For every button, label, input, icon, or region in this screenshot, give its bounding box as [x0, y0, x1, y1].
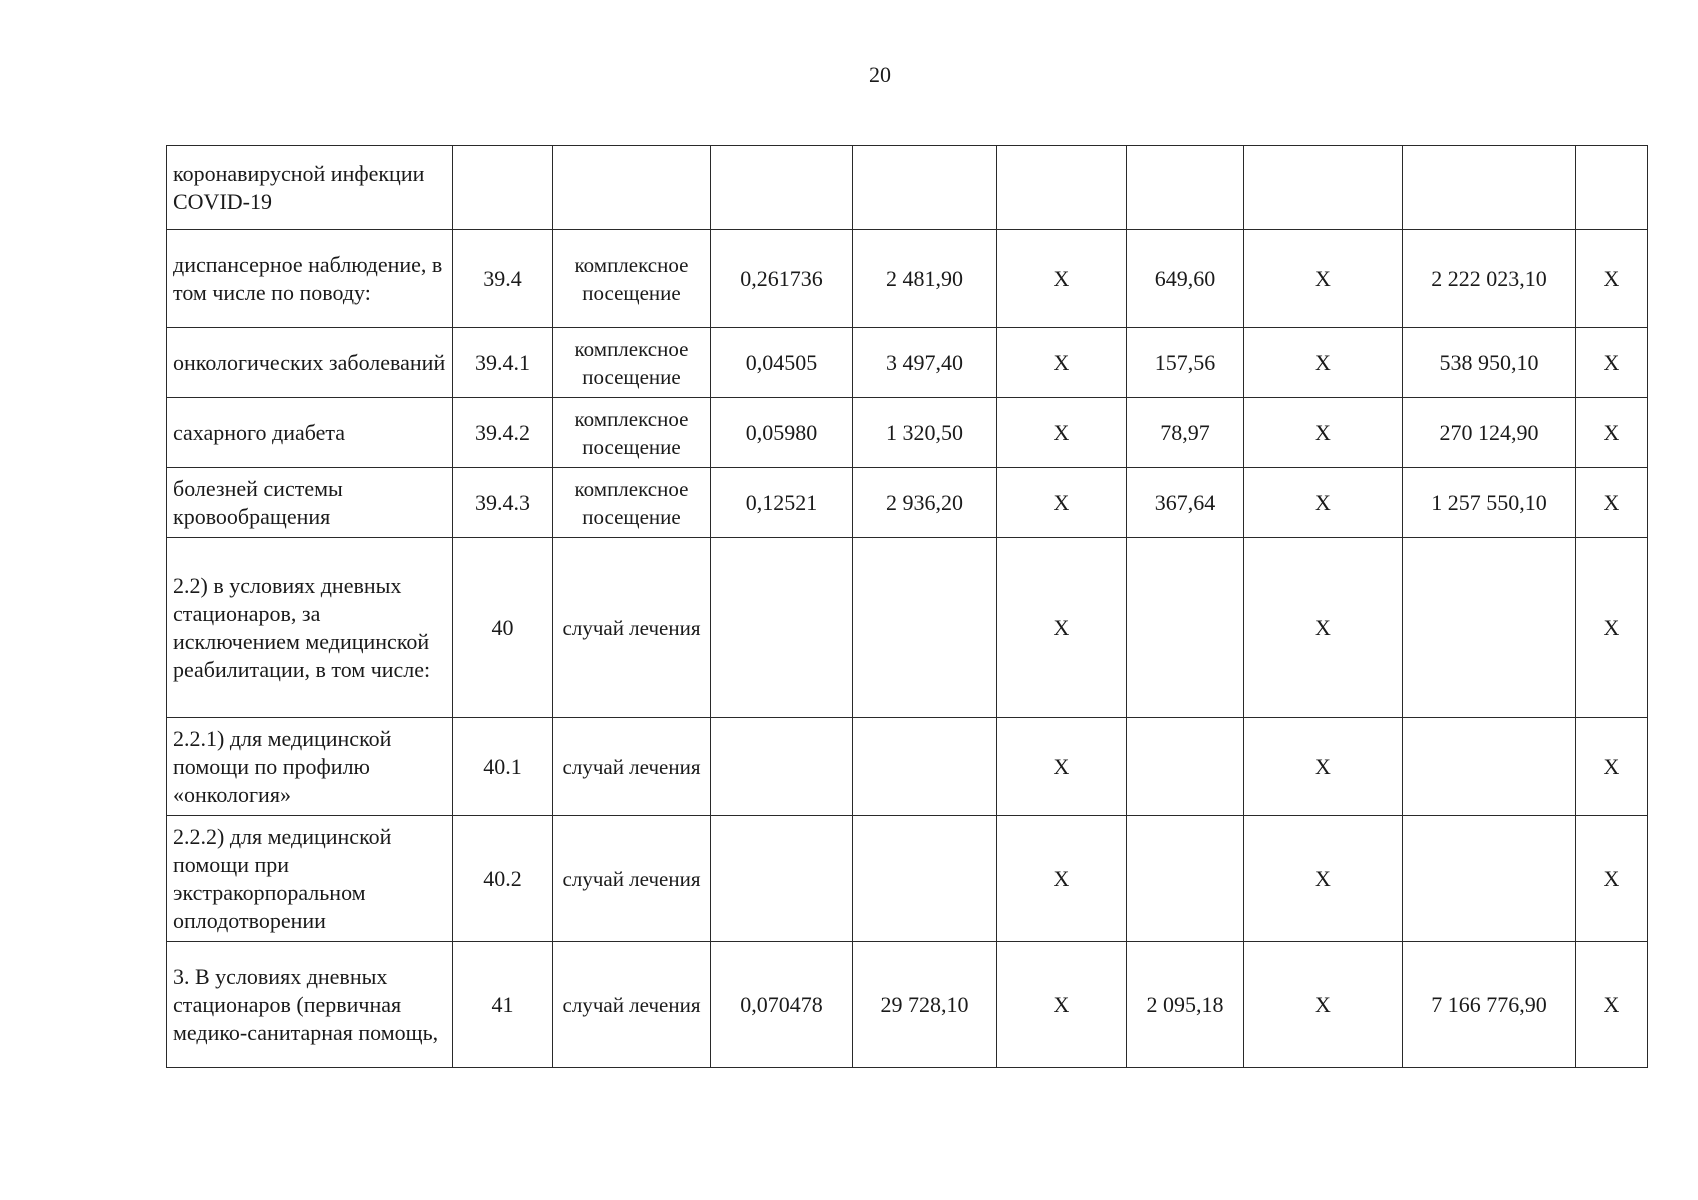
table-row: [167, 146, 1648, 230]
table-row: [167, 398, 1648, 468]
row-name: сахарного диабета: [167, 398, 453, 468]
data-table: [166, 145, 1648, 1068]
row-code: 40.2: [453, 816, 553, 942]
row-value-3: [997, 146, 1127, 230]
row-value-2: 1 320,50: [853, 398, 997, 468]
row-value-4: [1127, 146, 1244, 230]
row-value-1: [711, 816, 853, 942]
row-value-4: 78,97: [1127, 398, 1244, 468]
row-value-5: X: [1244, 718, 1403, 816]
row-value-7: X: [1576, 230, 1648, 328]
row-code: 39.4.1: [453, 328, 553, 398]
row-value-5: X: [1244, 328, 1403, 398]
row-value-1: [711, 146, 853, 230]
row-value-5: X: [1244, 230, 1403, 328]
table-row: [167, 538, 1648, 718]
row-value-7: X: [1576, 942, 1648, 1068]
row-value-3: X: [997, 718, 1127, 816]
row-value-3: X: [997, 398, 1127, 468]
row-code: 40: [453, 538, 553, 718]
row-value-6: 538 950,10: [1403, 328, 1576, 398]
row-value-6: 1 257 550,10: [1403, 468, 1576, 538]
row-value-6: [1403, 816, 1576, 942]
page-number: 20: [869, 62, 891, 87]
row-value-7: X: [1576, 468, 1648, 538]
row-name: онкологических заболеваний: [167, 328, 453, 398]
row-value-2: [853, 538, 997, 718]
row-code: 39.4.3: [453, 468, 553, 538]
row-name: болезней системы кровообращения: [167, 468, 453, 538]
row-value-4: 157,56: [1127, 328, 1244, 398]
row-value-4: 2 095,18: [1127, 942, 1244, 1068]
row-value-2: 3 497,40: [853, 328, 997, 398]
row-unit: комплексное посещение: [553, 468, 711, 538]
table-row: [167, 816, 1648, 942]
row-value-2: [853, 718, 997, 816]
row-code: 39.4: [453, 230, 553, 328]
row-value-3: X: [997, 942, 1127, 1068]
table-row: [167, 230, 1648, 328]
row-name: коронавирусной инфекции COVID-19: [167, 146, 453, 230]
row-name: диспансерное наблюдение, в том числе по поводу:: [167, 230, 453, 328]
row-value-5: X: [1244, 468, 1403, 538]
row-unit: случай лечения: [553, 816, 711, 942]
row-value-2: 2 481,90: [853, 230, 997, 328]
row-value-5: X: [1244, 398, 1403, 468]
row-value-5: [1244, 146, 1403, 230]
row-value-4: 649,60: [1127, 230, 1244, 328]
row-value-3: X: [997, 328, 1127, 398]
row-unit: случай лечения: [553, 942, 711, 1068]
row-value-1: 0,261736: [711, 230, 853, 328]
row-value-7: X: [1576, 718, 1648, 816]
row-value-4: 367,64: [1127, 468, 1244, 538]
row-value-6: 2 222 023,10: [1403, 230, 1576, 328]
row-value-1: 0,070478: [711, 942, 853, 1068]
row-code: 39.4.2: [453, 398, 553, 468]
row-value-7: [1576, 146, 1648, 230]
row-code: [453, 146, 553, 230]
row-value-7: X: [1576, 816, 1648, 942]
row-value-6: [1403, 146, 1576, 230]
table-row: [167, 942, 1648, 1068]
row-value-2: [853, 816, 997, 942]
row-unit: случай лечения: [553, 538, 711, 718]
row-value-7: X: [1576, 398, 1648, 468]
row-value-7: X: [1576, 538, 1648, 718]
row-value-3: X: [997, 230, 1127, 328]
row-name: 2.2) в условиях дневных стационаров, за исключением медицинской реабилитации, в том числе:: [167, 538, 453, 718]
row-code: 41: [453, 942, 553, 1068]
row-value-5: X: [1244, 942, 1403, 1068]
row-value-1: [711, 538, 853, 718]
row-value-7: X: [1576, 328, 1648, 398]
row-value-1: [711, 718, 853, 816]
row-value-1: 0,12521: [711, 468, 853, 538]
row-value-3: X: [997, 816, 1127, 942]
row-value-6: [1403, 538, 1576, 718]
row-unit: комплексное посещение: [553, 398, 711, 468]
table-row: [167, 328, 1648, 398]
row-value-1: 0,05980: [711, 398, 853, 468]
row-unit: [553, 146, 711, 230]
row-value-1: 0,04505: [711, 328, 853, 398]
table-row: [167, 718, 1648, 816]
row-value-3: X: [997, 468, 1127, 538]
row-value-4: [1127, 718, 1244, 816]
row-name: 3. В условиях дневных стационаров (первичная медико-санитарная помощь,: [167, 942, 453, 1068]
row-value-6: [1403, 718, 1576, 816]
row-value-2: 2 936,20: [853, 468, 997, 538]
row-value-6: 7 166 776,90: [1403, 942, 1576, 1068]
row-name: 2.2.1) для медицинской помощи по профилю «онкология»: [167, 718, 453, 816]
row-value-6: 270 124,90: [1403, 398, 1576, 468]
row-value-4: [1127, 816, 1244, 942]
row-unit: комплексное посещение: [553, 230, 711, 328]
row-value-2: 29 728,10: [853, 942, 997, 1068]
row-value-2: [853, 146, 997, 230]
row-value-5: X: [1244, 816, 1403, 942]
row-name: 2.2.2) для медицинской помощи при экстракорпоральном оплодотворении: [167, 816, 453, 942]
row-code: 40.1: [453, 718, 553, 816]
row-value-5: X: [1244, 538, 1403, 718]
row-unit: комплексное посещение: [553, 328, 711, 398]
row-unit: случай лечения: [553, 718, 711, 816]
table-row: [167, 468, 1648, 538]
row-value-4: [1127, 538, 1244, 718]
row-value-3: X: [997, 538, 1127, 718]
